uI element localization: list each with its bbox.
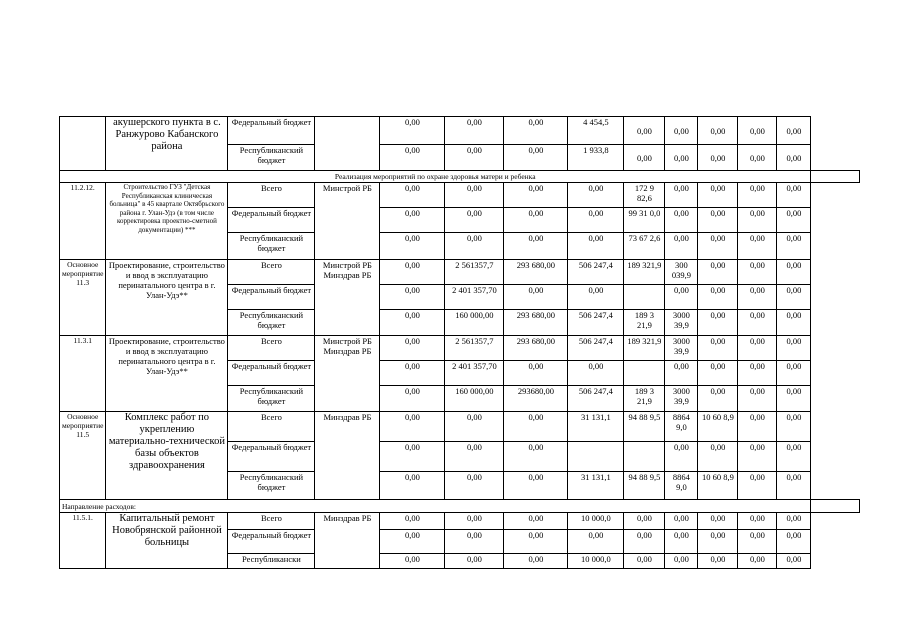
executor: Минстрой РБ — [315, 183, 380, 260]
amount-cell: 0,00 — [777, 285, 811, 310]
item-name: Проектирование, строительство и ввод в эксплуатацию перинатального центра в г. Улан-Удэ** — [106, 260, 228, 336]
amount-cell: 0,00 — [504, 361, 568, 386]
amount-cell: 506 247,4 — [568, 386, 624, 412]
amount-cell: 0,00 — [380, 336, 445, 361]
amount-cell: 0,00 — [777, 554, 811, 569]
amount-cell: 0,00 — [698, 260, 738, 285]
amount-cell: 0,00 — [665, 208, 698, 233]
amount-cell — [568, 442, 624, 472]
amount-cell: 0,00 — [380, 285, 445, 310]
amount-cell: 0,00 — [624, 513, 665, 530]
amount-cell: 0,00 — [665, 530, 698, 554]
amount-cell: 0,00 — [445, 530, 504, 554]
funding-source: Республиканский бюджет — [228, 145, 315, 171]
amount-cell: 0,00 — [380, 117, 445, 145]
amount-cell: 0,00 — [568, 285, 624, 310]
funding-source: Федеральный бюджет — [228, 442, 315, 472]
amount-cell: 0,00 — [738, 310, 777, 336]
amount-cell: 0,00 — [777, 530, 811, 554]
amount-cell: 2 401 357,70 — [445, 361, 504, 386]
amount-cell — [624, 361, 665, 386]
amount-cell: 0,00 — [777, 336, 811, 361]
amount-cell: 2 401 357,70 — [445, 285, 504, 310]
amount-cell: 0,00 — [380, 145, 445, 171]
amount-cell: 0,00 — [380, 310, 445, 336]
amount-cell: 0,00 — [380, 554, 445, 569]
amount-cell: 0,00 — [738, 117, 777, 145]
funding-source: Федеральный бюджет — [228, 117, 315, 145]
funding-source: Федеральный бюджет — [228, 285, 315, 310]
amount-cell: 0,00 — [698, 442, 738, 472]
amount-cell: 4 454,5 — [568, 117, 624, 145]
table-row — [60, 183, 860, 208]
amount-cell: 0,00 — [445, 412, 504, 442]
amount-cell: 189 3 21,9 — [624, 310, 665, 336]
amount-cell: 0,00 — [568, 361, 624, 386]
item-number: 11.2.12. — [60, 183, 106, 260]
funding-source: Всего — [228, 336, 315, 361]
amount-cell: 172 9 82,6 — [624, 183, 665, 208]
amount-cell: 0,00 — [738, 386, 777, 412]
amount-cell: 293 680,00 — [504, 310, 568, 336]
funding-source: Республиканский бюджет — [228, 233, 315, 260]
table-row — [60, 260, 860, 285]
item-name: Строительство ГУЗ "Детская Республиканская клиническая больница" в 45 квартале Октябрьского района г. Улан-Удэ (в том числе корректировка проектно-сметной документации) *** — [106, 183, 228, 260]
amount-cell: 0,00 — [380, 260, 445, 285]
amount-cell: 0,00 — [698, 208, 738, 233]
amount-cell: 99 31 0,0 — [624, 208, 665, 233]
executor — [315, 117, 380, 171]
amount-cell: 506 247,4 — [568, 260, 624, 285]
amount-cell: 0,00 — [777, 310, 811, 336]
funding-source: Всего — [228, 412, 315, 442]
section-heading: Направление расходов: — [60, 500, 811, 513]
funding-source: Всего — [228, 513, 315, 530]
amount-cell: 73 67 2,6 — [624, 233, 665, 260]
amount-cell: 189 321,9 — [624, 336, 665, 361]
amount-cell: 0,00 — [738, 361, 777, 386]
funding-source: Республикански — [228, 554, 315, 569]
amount-cell: 0,00 — [738, 513, 777, 530]
amount-cell: 0,00 — [380, 386, 445, 412]
amount-cell: 0,00 — [698, 513, 738, 530]
amount-cell: 189 3 21,9 — [624, 386, 665, 412]
amount-cell: 0,00 — [738, 260, 777, 285]
amount-cell: 0,00 — [445, 208, 504, 233]
amount-cell: 0,00 — [738, 233, 777, 260]
amount-cell: 0,00 — [568, 183, 624, 208]
amount-cell: 0,00 — [738, 336, 777, 361]
amount-cell: 0,00 — [380, 530, 445, 554]
item-name: Проектирование, строительство и ввод в эксплуатацию перинатального центра в г. Улан-Удэ** — [106, 336, 228, 412]
amount-cell: 293 680,00 — [504, 336, 568, 361]
amount-cell: 0,00 — [698, 530, 738, 554]
funding-source: Всего — [228, 260, 315, 285]
amount-cell: 0,00 — [738, 412, 777, 442]
funding-source: Федеральный бюджет — [228, 208, 315, 233]
amount-cell: 0,00 — [777, 208, 811, 233]
amount-cell: 0,00 — [777, 386, 811, 412]
amount-cell: 0,00 — [738, 208, 777, 233]
amount-cell: 0,00 — [738, 285, 777, 310]
amount-cell: 0,00 — [777, 361, 811, 386]
amount-cell: 0,00 — [698, 117, 738, 145]
item-number: Основное мероприятие 11.5 — [60, 412, 106, 500]
amount-cell: 0,00 — [504, 117, 568, 145]
amount-cell — [624, 442, 665, 472]
amount-cell: 0,00 — [777, 513, 811, 530]
amount-cell: 0,00 — [777, 145, 811, 171]
funding-source: Республиканский бюджет — [228, 310, 315, 336]
amount-cell: 160 000,00 — [445, 310, 504, 336]
amount-cell: 0,00 — [504, 513, 568, 530]
item-number: 11.5.1. — [60, 513, 106, 569]
amount-cell: 0,00 — [445, 442, 504, 472]
empty-cell — [811, 500, 860, 513]
amount-cell: 0,00 — [698, 310, 738, 336]
amount-cell: 3000 39,9 — [665, 310, 698, 336]
funding-source: Федеральный бюджет — [228, 361, 315, 386]
amount-cell: 0,00 — [698, 145, 738, 171]
funding-source: Республиканский бюджет — [228, 386, 315, 412]
empty-cell — [811, 171, 860, 183]
amount-cell: 0,00 — [624, 117, 665, 145]
item-number — [60, 117, 106, 171]
amount-cell: 0,00 — [624, 530, 665, 554]
executor: Минстрой РБ Минздрав РБ — [315, 260, 380, 336]
funding-source: Республиканский бюджет — [228, 472, 315, 500]
amount-cell: 0,00 — [380, 208, 445, 233]
amount-cell: 0,00 — [380, 472, 445, 500]
amount-cell: 0,00 — [624, 554, 665, 569]
section-heading: Реализация мероприятий по охране здоровья матери и ребенка — [60, 171, 811, 183]
amount-cell: 0,00 — [777, 183, 811, 208]
amount-cell: 0,00 — [504, 530, 568, 554]
amount-cell: 0,00 — [504, 442, 568, 472]
table-row — [60, 336, 860, 361]
amount-cell: 0,00 — [698, 361, 738, 386]
amount-cell: 0,00 — [698, 554, 738, 569]
table-row — [60, 117, 860, 145]
amount-cell: 0,00 — [738, 442, 777, 472]
amount-cell: 0,00 — [445, 117, 504, 145]
amount-cell: 0,00 — [698, 233, 738, 260]
item-name: Капитальный ремонт Новобрянской районной больницы — [106, 513, 228, 569]
item-number: Основное мероприятие 11.3 — [60, 260, 106, 336]
amount-cell: 0,00 — [665, 233, 698, 260]
amount-cell: 0,00 — [568, 208, 624, 233]
amount-cell: 0,00 — [738, 472, 777, 500]
table-row — [60, 513, 860, 530]
amount-cell: 0,00 — [380, 412, 445, 442]
amount-cell: 0,00 — [777, 117, 811, 145]
amount-cell: 10 000,0 — [568, 554, 624, 569]
amount-cell: 0,00 — [665, 442, 698, 472]
amount-cell: 0,00 — [380, 233, 445, 260]
amount-cell: 0,00 — [665, 183, 698, 208]
amount-cell: 0,00 — [665, 117, 698, 145]
amount-cell: 0,00 — [504, 412, 568, 442]
amount-cell: 10 60 8,9 — [698, 472, 738, 500]
amount-cell: 0,00 — [445, 472, 504, 500]
amount-cell: 0,00 — [504, 554, 568, 569]
executor: Минздрав РБ — [315, 412, 380, 500]
amount-cell: 31 131,1 — [568, 412, 624, 442]
amount-cell: 1 933,8 — [568, 145, 624, 171]
amount-cell: 189 321,9 — [624, 260, 665, 285]
amount-cell: 8864 9,0 — [665, 472, 698, 500]
amount-cell: 0,00 — [380, 442, 445, 472]
funding-source: Федеральный бюджет — [228, 530, 315, 554]
amount-cell: 0,00 — [380, 183, 445, 208]
amount-cell: 0,00 — [504, 145, 568, 171]
amount-cell: 293680,00 — [504, 386, 568, 412]
item-number: 11.3.1 — [60, 336, 106, 412]
amount-cell: 2 561357,7 — [445, 336, 504, 361]
amount-cell: 3000 39,9 — [665, 336, 698, 361]
amount-cell: 8864 9,0 — [665, 412, 698, 442]
amount-cell: 0,00 — [738, 554, 777, 569]
funding-source: Всего — [228, 183, 315, 208]
amount-cell: 0,00 — [665, 361, 698, 386]
executor: Минздрав РБ — [315, 513, 380, 569]
amount-cell: 0,00 — [777, 260, 811, 285]
amount-cell: 506 247,4 — [568, 310, 624, 336]
amount-cell: 0,00 — [777, 442, 811, 472]
amount-cell: 0,00 — [568, 530, 624, 554]
amount-cell: 293 680,00 — [504, 260, 568, 285]
amount-cell: 10 000,0 — [568, 513, 624, 530]
amount-cell: 0,00 — [504, 208, 568, 233]
amount-cell: 0,00 — [504, 472, 568, 500]
amount-cell: 0,00 — [738, 530, 777, 554]
amount-cell: 0,00 — [698, 285, 738, 310]
budget-table — [59, 116, 860, 569]
amount-cell: 0,00 — [777, 472, 811, 500]
amount-cell: 31 131,1 — [568, 472, 624, 500]
amount-cell: 94 88 9,5 — [624, 412, 665, 442]
amount-cell: 300 039,9 — [665, 260, 698, 285]
amount-cell: 0,00 — [380, 361, 445, 386]
amount-cell: 0,00 — [445, 183, 504, 208]
amount-cell: 0,00 — [445, 145, 504, 171]
amount-cell: 0,00 — [445, 233, 504, 260]
item-name: Комплекс работ по укреплению материально-технической базы объектов здравоохранения — [106, 412, 228, 500]
amount-cell: 0,00 — [738, 183, 777, 208]
item-name: акушерского пункта в с. Ранжурово Кабанского района — [106, 117, 228, 171]
amount-cell: 0,00 — [665, 145, 698, 171]
amount-cell: 0,00 — [738, 145, 777, 171]
table-row — [60, 412, 860, 442]
amount-cell: 0,00 — [698, 336, 738, 361]
amount-cell: 0,00 — [504, 183, 568, 208]
amount-cell: 0,00 — [698, 386, 738, 412]
executor: Минстрой РБ Минздрав РБ — [315, 336, 380, 412]
amount-cell: 0,00 — [568, 233, 624, 260]
amount-cell: 0,00 — [665, 285, 698, 310]
amount-cell: 0,00 — [698, 183, 738, 208]
section-row — [60, 171, 860, 183]
amount-cell: 3000 39,9 — [665, 386, 698, 412]
amount-cell: 94 88 9,5 — [624, 472, 665, 500]
amount-cell — [624, 285, 665, 310]
amount-cell: 0,00 — [777, 412, 811, 442]
amount-cell: 0,00 — [777, 233, 811, 260]
amount-cell: 2 561357,7 — [445, 260, 504, 285]
amount-cell: 0,00 — [380, 513, 445, 530]
amount-cell: 506 247,4 — [568, 336, 624, 361]
amount-cell: 0,00 — [504, 285, 568, 310]
amount-cell: 160 000,00 — [445, 386, 504, 412]
amount-cell: 0,00 — [445, 554, 504, 569]
amount-cell: 10 60 8,9 — [698, 412, 738, 442]
amount-cell: 0,00 — [665, 554, 698, 569]
amount-cell: 0,00 — [445, 513, 504, 530]
amount-cell: 0,00 — [504, 233, 568, 260]
amount-cell: 0,00 — [624, 145, 665, 171]
amount-cell: 0,00 — [665, 513, 698, 530]
section-row — [60, 500, 860, 513]
